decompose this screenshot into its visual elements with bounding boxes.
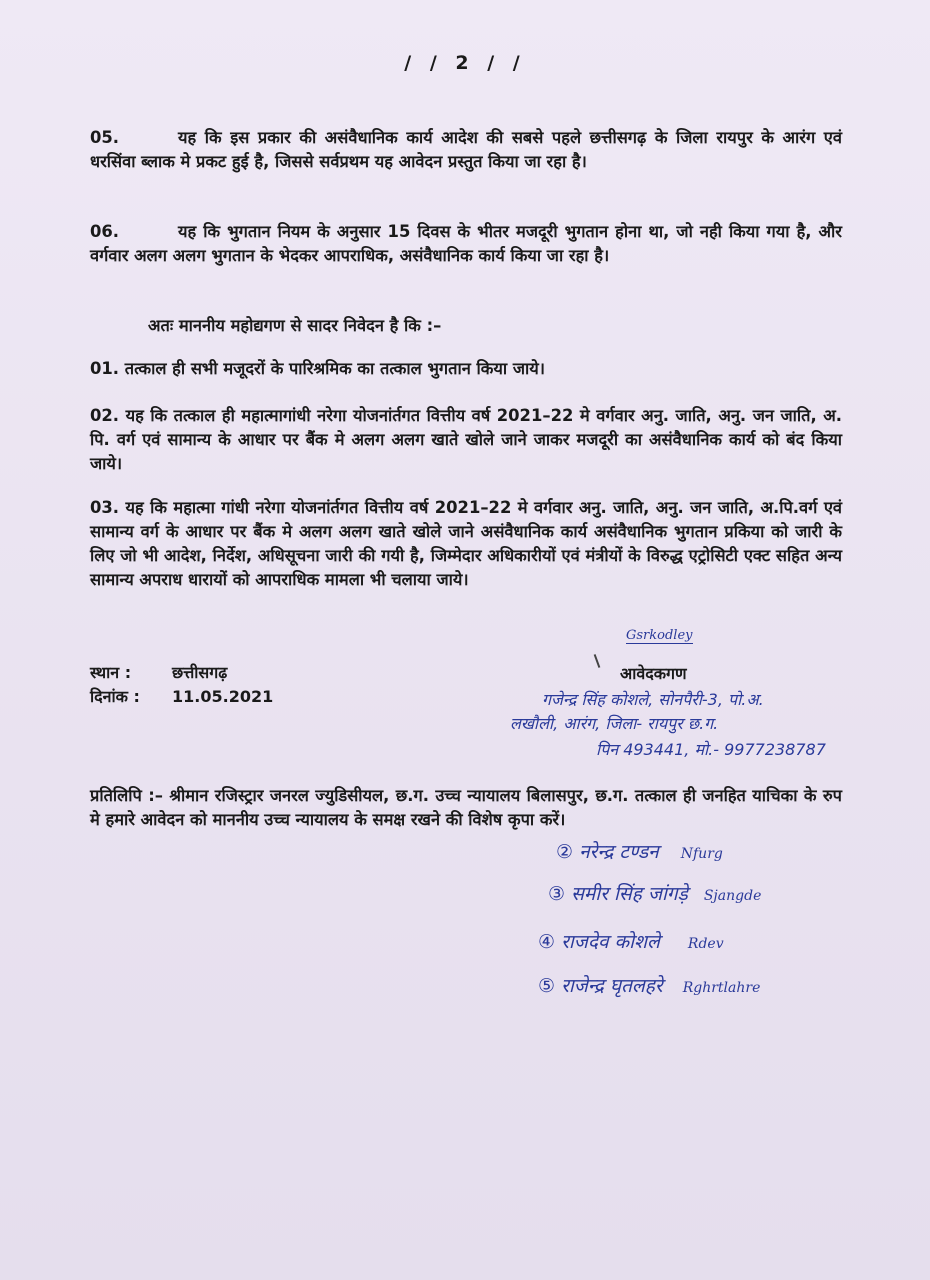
signatory-signature: Nfurg xyxy=(680,846,723,862)
signatory-4 xyxy=(538,928,724,954)
applicant-address-line-1: गजेन्द्र सिंह कोशले, सोनपैरी-3, पो.अ. xyxy=(542,690,764,709)
date-label: दिनांक : xyxy=(90,687,140,706)
applicant-signature: Gsrkodley xyxy=(626,628,693,643)
date-line xyxy=(90,686,273,708)
signatory-name: ② नरेन्द्र टण्डन xyxy=(556,841,659,863)
signatory-signature: Rdev xyxy=(687,936,724,952)
copy-to: प्रतिलिपि :– श्रीमान रजिस्ट्रार जनरल ज्युडिसीयल, छ.ग. उच्च न्यायालय बिलासपुर, छ.ग. तत्काल ही जनहित याचिका के रुप मे हमारे आवेदन को माननीय उच्च न्यायालय के समक्ष रखने की विशेष कृपा करें। xyxy=(90,786,842,829)
signatory-name: ⑤ राजेन्द्र घृतलहरे xyxy=(538,975,663,997)
place-label: स्थान : xyxy=(90,663,132,682)
signatory-2 xyxy=(556,838,723,864)
place-line xyxy=(90,662,227,684)
applicant-address-line-2: लखौली, आरंग, जिला- रायपुर छ.ग. xyxy=(510,714,719,733)
date-value: 11.05.2021 xyxy=(172,687,274,706)
signatory-name: ③ समीर सिंह जांगड़े xyxy=(548,883,688,905)
page-number: / / 2 / / xyxy=(404,52,526,74)
request-02: 02. यह कि तत्काल ही महात्मागांधी नरेगा योजनांर्तगत वित्तीय वर्ष 2021–22 मे वर्गवार अनु. जाति, अनु. जन जाति, अ. पि. वर्ग एवं सामान्य के आधार पर बैंक मे अलग अलग खाते खोले जाने जाकर मजदूरी का असंवैधानिक कार्य को बंद किया जाये। xyxy=(90,406,842,473)
tick-mark xyxy=(594,654,601,668)
paragraph-06 xyxy=(90,220,842,268)
applicant-address-line-3: पिन 493441, मो.- 9977238787 xyxy=(596,740,826,759)
place-value: छत्तीसगढ़ xyxy=(172,663,228,682)
paragraph-number: 06. xyxy=(90,222,120,241)
paragraph-05 xyxy=(90,126,842,174)
signatory-name: ④ राजदेव कोशले xyxy=(538,931,660,953)
request-01: 01. तत्काल ही सभी मजूदरों के पारिश्रमिक का तत्काल भुगतान किया जाये। xyxy=(90,359,545,378)
paragraph-number: 05. xyxy=(90,128,120,147)
paragraph-text: यह कि इस प्रकार की असंवैधानिक कार्य आदेश की सबसे पहले छत्तीसगढ़ के जिला रायपुर के आरंग एवं धरसिंवा ब्लाक मे प्रकट हुई है, जिससे सर्वप्रथम यह आवेदन प्रस्तुत किया जा रहा है। xyxy=(90,128,842,171)
paragraph-text: यह कि भुगतान नियम के अनुसार 15 दिवस के भीतर मजदूरी भुगतान होना था, जो नही किया गया है, और वर्गवार अलग अलग भुगतान के भेदकर आपराधिक, असंवैधानिक कार्य किया जा रहा है। xyxy=(90,222,842,265)
request-intro: अतः माननीय महोद्यगण से सादर निवेदन है कि :– xyxy=(148,316,442,335)
signatory-3 xyxy=(548,880,761,906)
applicant-label: आवेदकगण xyxy=(620,664,687,683)
signatory-5 xyxy=(538,972,760,998)
signatory-signature: Sjangde xyxy=(703,888,762,904)
signatory-signature: Rghrtlahre xyxy=(682,980,761,996)
request-03: 03. यह कि महात्मा गांधी नरेगा योजनांर्तगत वित्तीय वर्ष 2021–22 मे वर्गवार अनु. जाति, अनु. जन जाति, अ.पि.वर्ग एवं सामान्य वर्ग के आधार पर बैंक मे अलग अलग खाते खोले जाने असंवैधानिक कार्य असंवैधानिक भुगतान प्रकिया को जारी के लिए जो भी आदेश, निर्देश, अधिसूचना जारी की गयी है, जिम्मेदार अधिकारीयों एवं मंत्रीयों के विरुद्ध एट्रोसिटी एक्ट सहित अन्य सामान्य अपराध धारायों को आपराधिक मामला भी चलाया जाये। xyxy=(90,498,842,589)
